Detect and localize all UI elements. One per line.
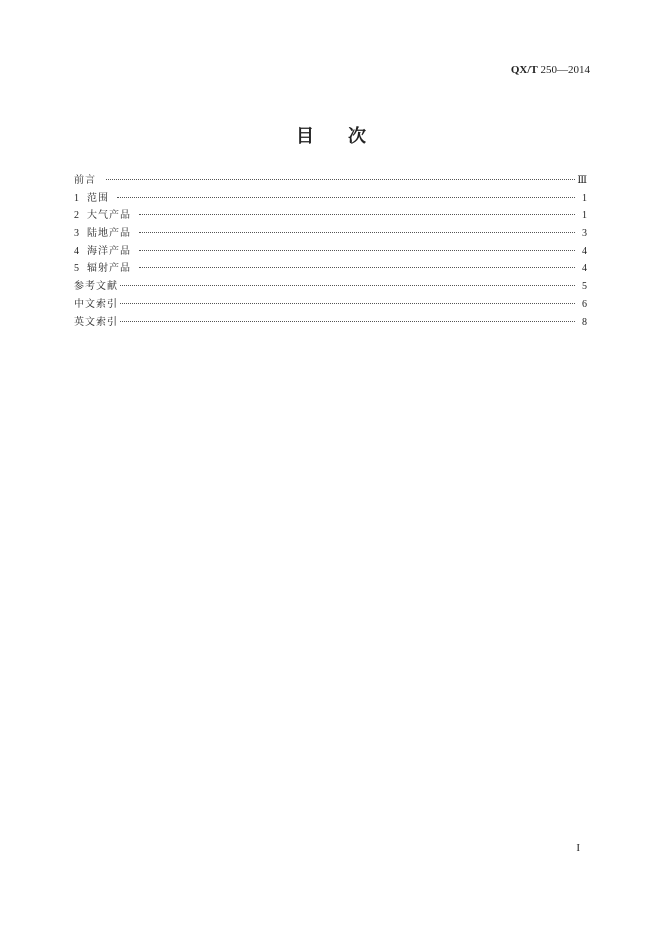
toc-leader-dots	[139, 240, 575, 251]
toc-entry-page: 1	[582, 192, 587, 204]
toc-entry-page: 3	[582, 228, 587, 240]
toc-leader-dots	[120, 275, 575, 286]
toc-leader-dots	[117, 187, 575, 198]
toc-entry-page: 5	[582, 281, 587, 293]
toc-entry-number: 4	[74, 245, 79, 257]
toc-entry-label: 中文索引	[74, 298, 118, 310]
toc-leader-dots	[120, 311, 575, 322]
toc-leader-dots	[139, 222, 575, 233]
page-number: I	[576, 842, 580, 854]
toc-entry-page: 6	[582, 298, 587, 310]
toc-entry-label: 范围	[87, 192, 109, 204]
toc-entry-label: 辐射产品	[87, 263, 131, 275]
toc-entry-page: 1	[582, 210, 587, 222]
document-code	[511, 64, 590, 76]
toc-entry-label: 陆地产品	[87, 228, 131, 240]
toc-entry-label: 参考文献	[74, 281, 118, 293]
document-code-suffix: 250—2014	[537, 64, 590, 76]
toc-title: 目次	[296, 126, 400, 147]
toc-entry-label: 海洋产品	[87, 245, 131, 257]
toc-leader-dots	[139, 257, 575, 268]
toc-entry-number: 5	[74, 263, 79, 275]
toc-leader-dots	[139, 204, 575, 215]
toc-entry-english-index[interactable]	[74, 314, 587, 332]
toc-entry-page: 4	[582, 245, 587, 257]
toc-entry-label: 英文索引	[74, 316, 118, 328]
toc-leader-dots	[106, 169, 575, 180]
toc-entry-label: 大气产品	[87, 210, 131, 222]
toc-entry-label: 前言	[74, 175, 96, 186]
document-code-prefix: QX/T	[510, 64, 538, 76]
toc-entry-page: 8	[582, 316, 587, 328]
toc-entry-number: 3	[74, 228, 79, 240]
toc-entry-number: 2	[74, 210, 79, 222]
table-of-contents	[74, 172, 587, 331]
toc-entry-page: 4	[582, 263, 587, 275]
toc-entry-page: Ⅲ	[577, 175, 587, 186]
toc-leader-dots	[120, 293, 575, 304]
toc-entry-number: 1	[74, 192, 79, 204]
